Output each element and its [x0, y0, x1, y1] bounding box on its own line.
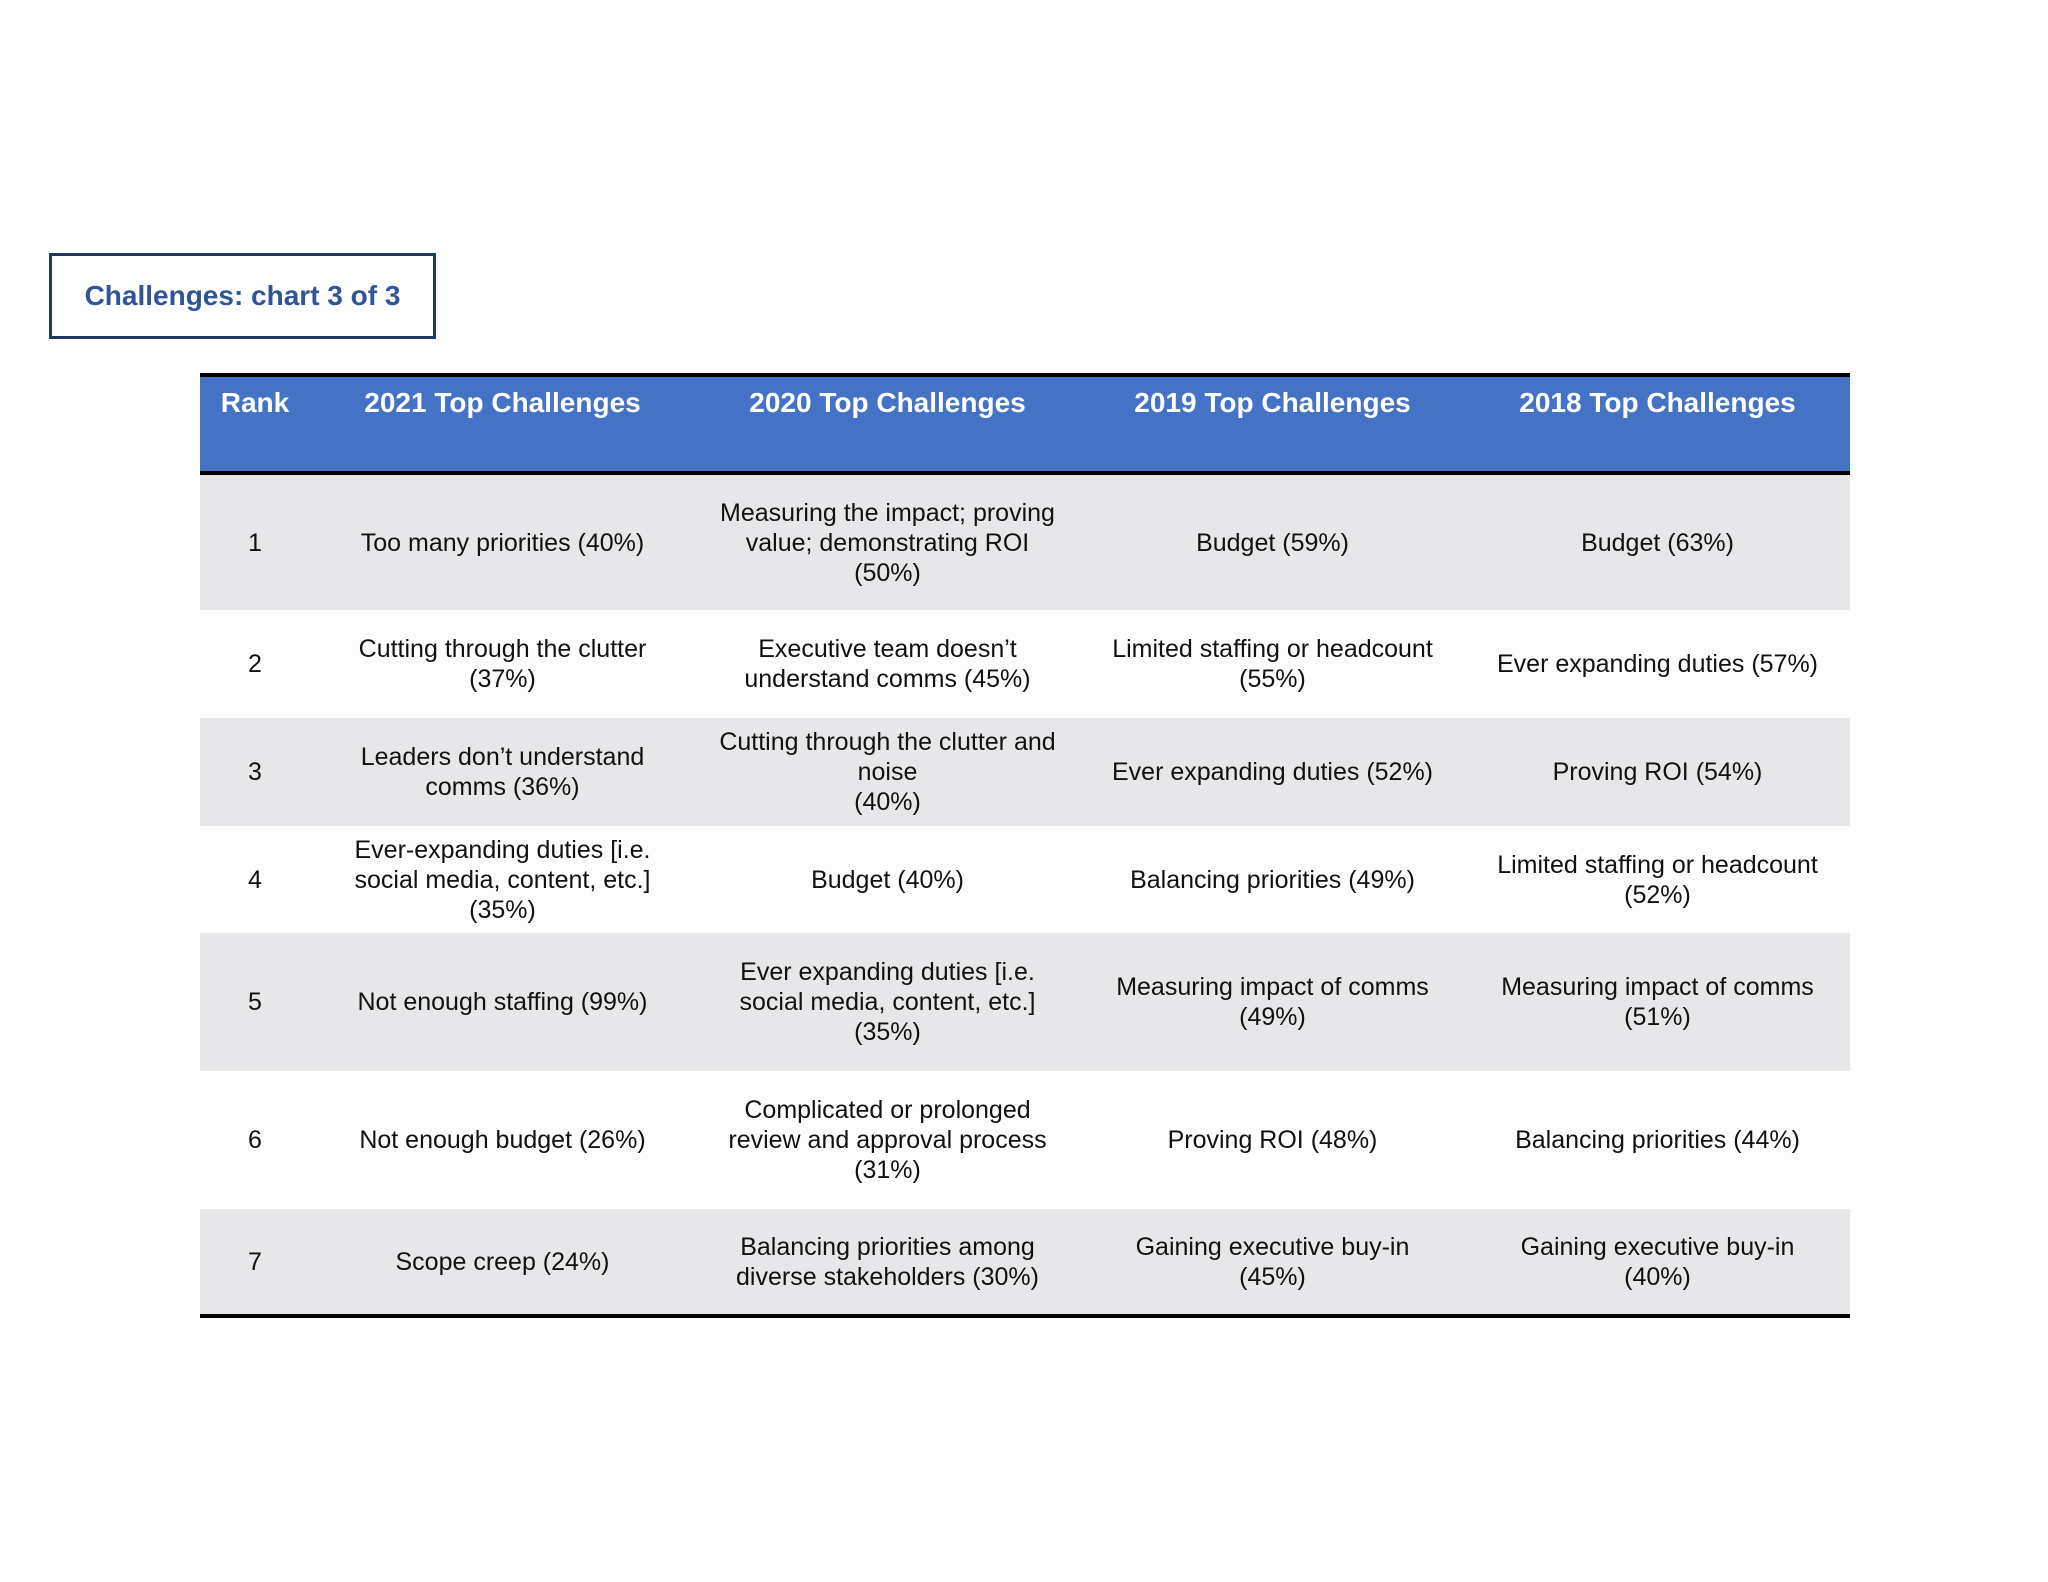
table-row	[200, 610, 1850, 718]
challenge-2019-cell	[1080, 610, 1465, 718]
cell-text: Gaining executive buy-in (45%)	[1135, 1232, 1410, 1291]
cell-text: Measuring the impact; proving value; demonstrating ROI (50%)	[720, 498, 1055, 587]
cell-text: Proving ROI (54%)	[1552, 758, 1763, 786]
cell-text: Budget (40%)	[811, 865, 964, 894]
cell-text: Limited staffing or headcount (55%)	[1112, 635, 1433, 693]
cell-text: Scope creep (24%)	[395, 1247, 610, 1276]
challenge-2021-cell	[310, 1071, 695, 1209]
cell-text: Budget (63%)	[1581, 528, 1734, 557]
header-2020: 2020 Top Challenges	[695, 375, 1080, 473]
cell-text: Budget (59%)	[1196, 528, 1349, 557]
cell-text: Measuring impact of comms (51%)	[1501, 973, 1814, 1031]
challenge-2020-cell	[695, 1209, 1080, 1316]
challenge-2018-cell	[1465, 826, 1850, 933]
challenge-2021-cell	[310, 933, 695, 1071]
challenge-2018-cell	[1465, 1209, 1850, 1316]
header-rank: Rank	[200, 375, 310, 473]
rank-cell: 1	[248, 528, 262, 557]
challenge-2020-cell	[695, 933, 1080, 1071]
challenge-2021-cell	[310, 473, 695, 610]
cell-text: Cutting through the clutter (37%)	[358, 635, 647, 693]
rank-cell: 6	[248, 1126, 262, 1154]
cell-text: Ever expanding duties (57%)	[1496, 650, 1819, 678]
challenge-2019-cell	[1080, 1071, 1465, 1209]
challenge-2019-cell	[1080, 933, 1465, 1071]
cell-text: Limited staffing or headcount (52%)	[1497, 850, 1818, 909]
cell-text: Executive team doesn’t understand comms (45%)	[744, 635, 1031, 693]
cell-text: Balancing priorities (49%)	[1130, 865, 1415, 894]
cell-text: Proving ROI (48%)	[1167, 1126, 1378, 1154]
cell-text: Ever expanding duties (52%)	[1111, 758, 1434, 786]
rank-cell: 4	[248, 865, 262, 894]
challenge-2020-cell	[695, 718, 1080, 826]
challenges-table	[200, 373, 1850, 1318]
challenge-2021-cell	[310, 1209, 695, 1316]
table-row	[200, 933, 1850, 1071]
cell-text: Balancing priorities (44%)	[1515, 1126, 1800, 1154]
cell-text: Complicated or prolonged review and approval process (31%)	[728, 1096, 1047, 1184]
cell-text: Ever expanding duties [i.e. social media, content, etc.] (35%)	[739, 958, 1036, 1046]
challenge-2020-cell	[695, 826, 1080, 933]
challenge-2021-cell	[310, 718, 695, 826]
cell-text: Not enough staffing (99%)	[357, 988, 648, 1016]
rank-cell: 2	[248, 650, 262, 678]
rank-cell: 5	[248, 988, 262, 1016]
challenge-2019-cell	[1080, 718, 1465, 826]
challenge-2018-cell	[1465, 610, 1850, 718]
challenge-2018-cell	[1465, 933, 1850, 1071]
table-header-row	[200, 375, 1850, 473]
challenge-2019-cell	[1080, 473, 1465, 610]
challenge-2018-cell	[1465, 1071, 1850, 1209]
table-row	[200, 826, 1850, 933]
challenge-2018-cell	[1465, 473, 1850, 610]
table-row	[200, 1071, 1850, 1209]
header-2019: 2019 Top Challenges	[1080, 375, 1465, 473]
table-row	[200, 473, 1850, 610]
chart-title-box	[49, 253, 436, 339]
cell-text: Ever-expanding duties [i.e. social media, content, etc.] (35%)	[354, 835, 651, 924]
cell-text: Too many priorities (40%)	[360, 528, 645, 557]
challenge-2021-cell	[310, 826, 695, 933]
table-row	[200, 718, 1850, 826]
cell-text: Not enough budget (26%)	[359, 1126, 646, 1154]
header-2018: 2018 Top Challenges	[1465, 375, 1850, 473]
rank-cell: 3	[248, 758, 262, 786]
challenge-2019-cell	[1080, 1209, 1465, 1316]
challenge-2020-cell	[695, 610, 1080, 718]
cell-text: Gaining executive buy-in (40%)	[1520, 1232, 1795, 1291]
table-row	[200, 1209, 1850, 1316]
challenge-2020-cell	[695, 1071, 1080, 1209]
challenge-2019-cell	[1080, 826, 1465, 933]
rank-cell: 7	[248, 1247, 262, 1276]
challenge-2020-cell	[695, 473, 1080, 610]
cell-text: Balancing priorities among diverse stakeholders (30%)	[736, 1232, 1039, 1291]
cell-text: Cutting through the clutter and noise (40%)	[719, 728, 1056, 816]
cell-text: Measuring impact of comms (49%)	[1116, 973, 1429, 1031]
header-2021: 2021 Top Challenges	[310, 375, 695, 473]
challenge-2021-cell	[310, 610, 695, 718]
challenge-2018-cell	[1465, 718, 1850, 826]
cell-text: Leaders don’t understand comms (36%)	[360, 743, 645, 801]
chart-title: Challenges: chart 3 of 3	[84, 280, 401, 311]
